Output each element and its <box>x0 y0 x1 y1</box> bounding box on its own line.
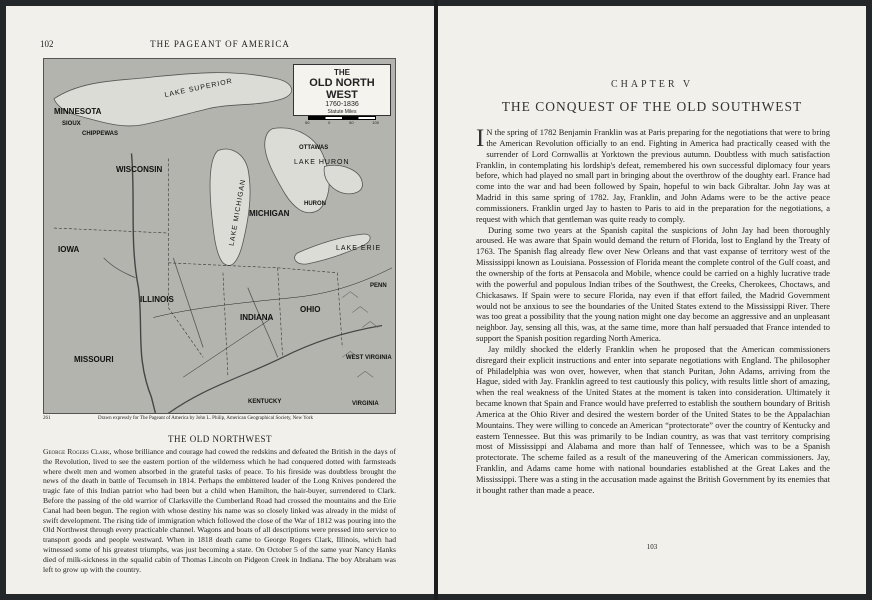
map-label-illinois: ILLINOIS <box>140 295 174 304</box>
map-label-ottawas: OTTAWAS <box>299 145 329 151</box>
map-label-kentucky: KENTUCKY <box>248 399 282 405</box>
paragraph: Jay mildly shocked the elderly Franklin when he proposed that the American commissioners disregard their explicit instructions and enter into separate negotiations with England. The philosopher of Philadelphia was won over, however, when that stanch Puritan, John Adams, arriving from the Hague, sided with Jay. Franklin agreed to test cautiously this policy, with results little short of amazing, when the real weakness of the United States at the moment is taken into consideration. Ultimately it became known that Spain and France would have preferred to establish the southern boundary of British America at the Ohio River and desired the western border of the United States to be the Appalachian Mountains. They were willing to concede an American “protectorate” over the country of Kentucky and eastern Tennessee. But this was primarily to be Indian country, as was that vast territory comprising most of Mississippi and Alabama and more than half of Tennessee, which was to be a Spanish protectorate. The scheme failed as a result of the maneuvering of the American commissioners. Jay, Franklin, and Adams came home with national boundaries established at the Great Lakes and the Mississippi. There was a sting in the accusation made against the British Government by its enemies that it bought rather than made a peace. <box>476 343 830 495</box>
map-label-michigan: MICHIGAN <box>249 209 290 218</box>
map-label-lake-erie: LAKE ERIE <box>336 245 382 252</box>
map-label-penna: PENN <box>370 283 387 289</box>
caption-body: whose brilliance and courage had cowed the redskins and defeated the British in the days of the Revolution, lived to see the eastern portion of the wilderness which he had conquered dotted with farmsteads where dwelt men and women absorbed in the grateful tasks of peace. To his fireside was doubtless brought the news of the death in battle of Tecumseh in 1814. Perhaps the embittered leader of the Long Knives pondered the tragic fate of this Indian patriot who had been but a child when Hamilton, the hair-buyer, surrendered to Clark. Before the passing of the old warrior of Clarksville the Cumberland Road had crossed the mountains and the Erie Canal had been begun. The region with whose destiny his name was so closely linked was already in the midst of swift development. The rising tide of immigration which followed the close of the War of 1812 was pouring into the Old Northwest through every practicable channel. Wagons and boats of all descriptions were pressed into service to transport goods and people westward. When in 1818 death came to George Rogers Clark, Illinois, which had witnessed some of his greatest triumphs, was just becoming a state. On October 5 of the same year Nancy Hanks died of milk-sickness in the squalid cabin of Thomas Lincoln on Pidgeon Creek in Indiana. The boy Abraham was left to grow up with the country. <box>43 447 396 574</box>
map-scale-ticks <box>305 120 379 125</box>
chapter-label: CHAPTER V <box>610 79 694 90</box>
map-label-indiana: INDIANA <box>240 313 274 322</box>
map-credit: Drawn expressly for The Pageant of America by John L. Philip, American Geographical Society, New York <box>98 416 313 421</box>
map-label-chippewas: CHIPPEWAS <box>82 131 119 137</box>
map-title-box <box>293 64 391 125</box>
paragraph: During some two years at the Spanish capital the suspicions of John Jay had been thoroughly aroused. He was aware that Spain would demand the return of Florida, lost to England by the Treaty of 1763. The Spanish flag already flew over New Orleans and that vast expanse of territory west of the Mississippi known as Louisiana. Possession of Florida meant the complete control of the Gulf coast, and the ownership of the forts at Pensacola and Mobile, whence could be carried on a highly lucrative trade with the powerful and populous Indian tribes of the Southwest, the Creeks, Cherokees, Choctaws, and Chickasaws. If Spain were to secure Florida, nay even if that effort failed, the Madrid Government would not be anxious to see the boundaries of the United States extend to the Mississippi River. There was too great a possibility that the young nation might one day become an aggressive and an unpleasant neighbor. Jay, sensing all this, was, at the same time, more than half persuaded that France intended to support the Spanish position regarding North America. <box>476 224 830 344</box>
scale-tick: 0 <box>328 120 331 125</box>
map-label-huron: HURON <box>304 201 326 207</box>
map-scale-label: Statute Miles <box>327 109 357 115</box>
right-page <box>438 6 866 594</box>
left-running-head <box>6 39 434 53</box>
map-label-lake-superior: LAKE SUPERIOR <box>164 77 234 100</box>
map-label-lake-michigan: LAKE MICHIGAN <box>228 178 248 247</box>
old-northwest-map <box>43 58 396 414</box>
map-label-wisconsin: WISCONSIN <box>116 165 163 174</box>
map-dates: 1760-1836 <box>325 101 359 108</box>
caption-title: THE OLD NORTHWEST <box>168 434 272 444</box>
scale-tick: 50 <box>349 120 354 125</box>
paragraph-text: N the spring of 1782 Benjamin Franklin was at Paris preparing for the negotiations that were to bring the American Revolution officially to an end. Fighting in America had practically ceased with the surrender of Lord Cornwallis at Yorktown the previous autumn. Doubtless with much satisfaction Franklin, in contemplating his lordship's defeat, remembered his own successful diplomacy four years before, which had played no small part in bringing about the overthrow of the doughty earl. France had come into the war and had been followed by Spain, hopeful to win back Gibraltar. John Jay was at Madrid in this same spring of 1782. Jay, Franklin, and John Adams were to be the active peace commissioners. Franklin urged Jay to hasten to Paris to aid in the preparation for the negotiations, a request with which that gentleman was quite ready to comply. <box>476 127 830 224</box>
chapter-body <box>476 127 830 496</box>
paragraph <box>476 127 830 225</box>
map-label-sioux: SIOUX <box>62 121 81 127</box>
book-title: THE PAGEANT OF AMERICA <box>150 39 290 49</box>
left-page <box>6 6 434 594</box>
drop-cap: I <box>476 125 485 152</box>
map-label-missouri: MISSOURI <box>74 355 114 364</box>
chapter-title: THE CONQUEST OF THE OLD SOUTHWEST <box>501 99 803 114</box>
caption-lead: George Rogers Clark, <box>43 447 112 456</box>
right-page-number: 103 <box>646 543 658 551</box>
map-label-iowa: IOWA <box>58 245 80 254</box>
map-label-minnesota: MINNESOTA <box>54 107 102 116</box>
left-page-number: 102 <box>40 39 54 49</box>
map-title-prefix: THE <box>334 68 350 77</box>
figure-number: 261 <box>43 416 51 421</box>
map-label-lake-huron: LAKE HURON <box>294 159 350 166</box>
caption-text <box>43 447 396 574</box>
map-label-ohio: OHIO <box>300 305 321 314</box>
map-title: OLD NORTH WEST <box>309 77 375 101</box>
scale-tick: 50 <box>305 120 310 125</box>
map-label-west-virginia: WEST VIRGINIA <box>346 355 392 361</box>
map-label-virginia: VIRGINIA <box>352 401 379 407</box>
scale-tick: 100 <box>372 120 379 125</box>
